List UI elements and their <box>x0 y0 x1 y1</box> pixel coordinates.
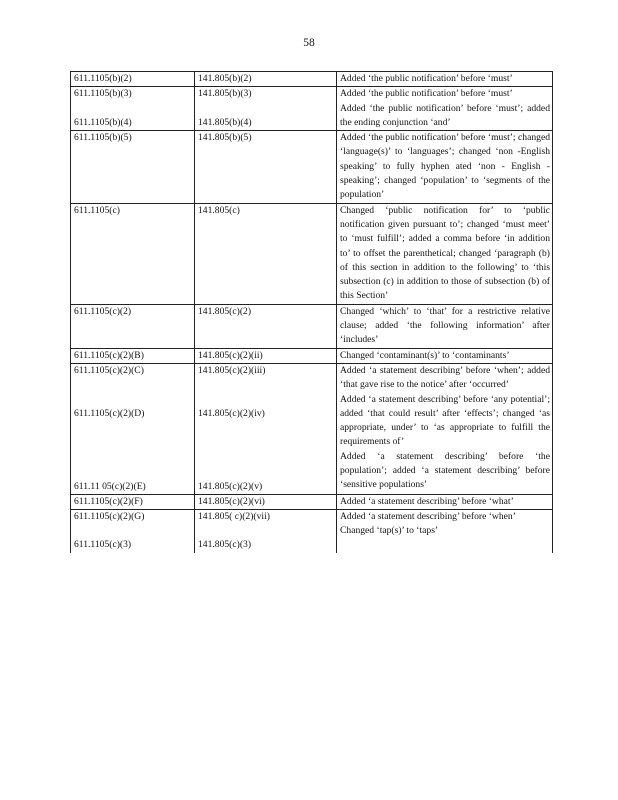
federal-section-cell <box>195 131 337 203</box>
federal-section: 141.805(c)(2)(ii) <box>198 349 263 361</box>
change-description: Added ‘the public notification’ before ‘must’ <box>340 88 513 100</box>
change-description: Changed ‘public notification for’ to ‘public notification given pursuant to’; changed ‘must meet’ to ‘must fulfill’; added a comma before ‘in addition to’ to offset the parenthetical; changed ‘paragraph (b) of this section in addition to the following’ to ‘this subsection (c) in addition to those of subsection (b) of this Section’ <box>340 204 550 302</box>
table-row <box>71 87 553 131</box>
change-description: Added ‘a statement describing’ before ‘the population’; added ‘a statement describing’ before ‘sensitive populations’ <box>340 450 550 491</box>
change-description-cell <box>337 494 553 509</box>
state-section: 611.1105(c)(3) <box>74 539 132 551</box>
change-description-cell <box>337 72 553 87</box>
change-description: Added ‘a statement describing’ before ‘any potential’; added ‘that could result’ after ‘effects’; changed ‘as appropriate, under’ to ‘as appropriate to fulfill the requirements of’ <box>340 393 550 448</box>
change-description: Added ‘the public notification’ before ‘must’; changed ‘language(s)’ to ‘languages’; changed ‘non -English speaking’ to fully hyphen ated ‘non - English -speaking’; changed ‘population’ to ‘segments of the population’ <box>340 132 550 201</box>
table-row <box>71 72 553 87</box>
state-section-cell <box>71 510 195 553</box>
state-section: 611.1105(c)(2)(C) <box>74 364 144 376</box>
state-section-cell <box>71 87 195 131</box>
federal-section: 141.805(c)(2)(iii) <box>198 364 266 376</box>
page-number: 58 <box>303 37 315 49</box>
federal-section: 141.805(c)(2) <box>198 305 252 317</box>
change-description: Added ‘the public notification’ before ‘must’ <box>340 73 513 84</box>
table-row <box>71 203 553 304</box>
change-description: Changed ‘contaminant(s)’ to ‘contaminants’ <box>340 349 510 361</box>
state-section: 611.1105(c)(2)(F) <box>74 495 143 507</box>
change-description-cell <box>337 203 553 304</box>
federal-section: 141.805(b)(3) <box>198 88 252 100</box>
federal-section: 141.805( c)(2)(vii) <box>198 511 270 523</box>
federal-section: 141.805(b)(5) <box>198 132 252 144</box>
federal-section: 141.805(c) <box>198 204 240 216</box>
federal-section: 141.805(c)(2)(v) <box>198 480 263 492</box>
state-section-cell <box>71 131 195 203</box>
federal-section-cell <box>195 494 337 509</box>
table-row <box>71 510 553 553</box>
federal-section: 141.805(b)(2) <box>198 73 252 84</box>
change-description-cell <box>337 131 553 203</box>
table-row <box>71 363 553 494</box>
change-description: Changed ‘tap(s)’ to ‘taps’ <box>340 525 439 537</box>
federal-section-cell <box>195 510 337 553</box>
state-section: 611.1105(b)(3) <box>74 88 132 100</box>
federal-section-cell <box>195 363 337 494</box>
change-description: Added ‘a statement describing’ before ‘when’; added ‘that gave rise to the notice’ after ‘occurred’ <box>340 364 550 391</box>
federal-section: 141.805(b)(4) <box>198 116 252 128</box>
state-section: 611.1105(c)(2) <box>74 305 132 317</box>
federal-section-cell <box>195 304 337 348</box>
change-description: Changed ‘which’ to ‘that’ for a restrictive relative clause; added ‘the following information’ after ‘includes’ <box>340 305 550 346</box>
state-section-cell <box>71 304 195 348</box>
state-section: 611.1105(c)(2)(G) <box>74 511 145 523</box>
change-description-cell <box>337 87 553 131</box>
table-row <box>71 304 553 348</box>
state-section: 611.1105(c)(2)(B) <box>74 349 144 361</box>
table-row <box>71 348 553 363</box>
state-section: 611.1105(b)(2) <box>74 73 132 84</box>
change-description: Added ‘the public notification’ before ‘must’; added the ending conjunction ‘and’ <box>340 102 550 128</box>
federal-section-cell <box>195 348 337 363</box>
state-section: 611.11 05(c)(2)(E) <box>74 480 146 492</box>
federal-section-cell <box>195 72 337 87</box>
table-row <box>71 131 553 203</box>
state-section-cell <box>71 348 195 363</box>
change-description-cell <box>337 363 553 494</box>
change-description: Added ‘a statement describing’ before ‘when’ <box>340 511 516 523</box>
change-description-cell <box>337 510 553 553</box>
state-section-cell <box>71 203 195 304</box>
state-section: 611.1105(c) <box>74 204 120 216</box>
federal-section: 141.805(c)(3) <box>198 539 252 551</box>
change-description: Added ‘a statement describing’ before ‘what’ <box>340 495 514 507</box>
state-section: 611.1105(b)(4) <box>74 116 132 128</box>
state-section: 611.1105(b)(5) <box>74 132 132 144</box>
federal-section-cell <box>195 203 337 304</box>
table-row <box>71 494 553 509</box>
state-section-cell <box>71 363 195 494</box>
change-description-cell <box>337 348 553 363</box>
federal-section: 141.805(c)(2)(iv) <box>198 408 265 420</box>
federal-section: 141.805(c)(2)(vi) <box>198 495 265 507</box>
federal-section-cell <box>195 87 337 131</box>
state-section-cell <box>71 72 195 87</box>
state-section-cell <box>71 494 195 509</box>
cross-reference-table <box>70 71 553 553</box>
state-section: 611.1105(c)(2)(D) <box>74 408 145 420</box>
change-description-cell <box>337 304 553 348</box>
